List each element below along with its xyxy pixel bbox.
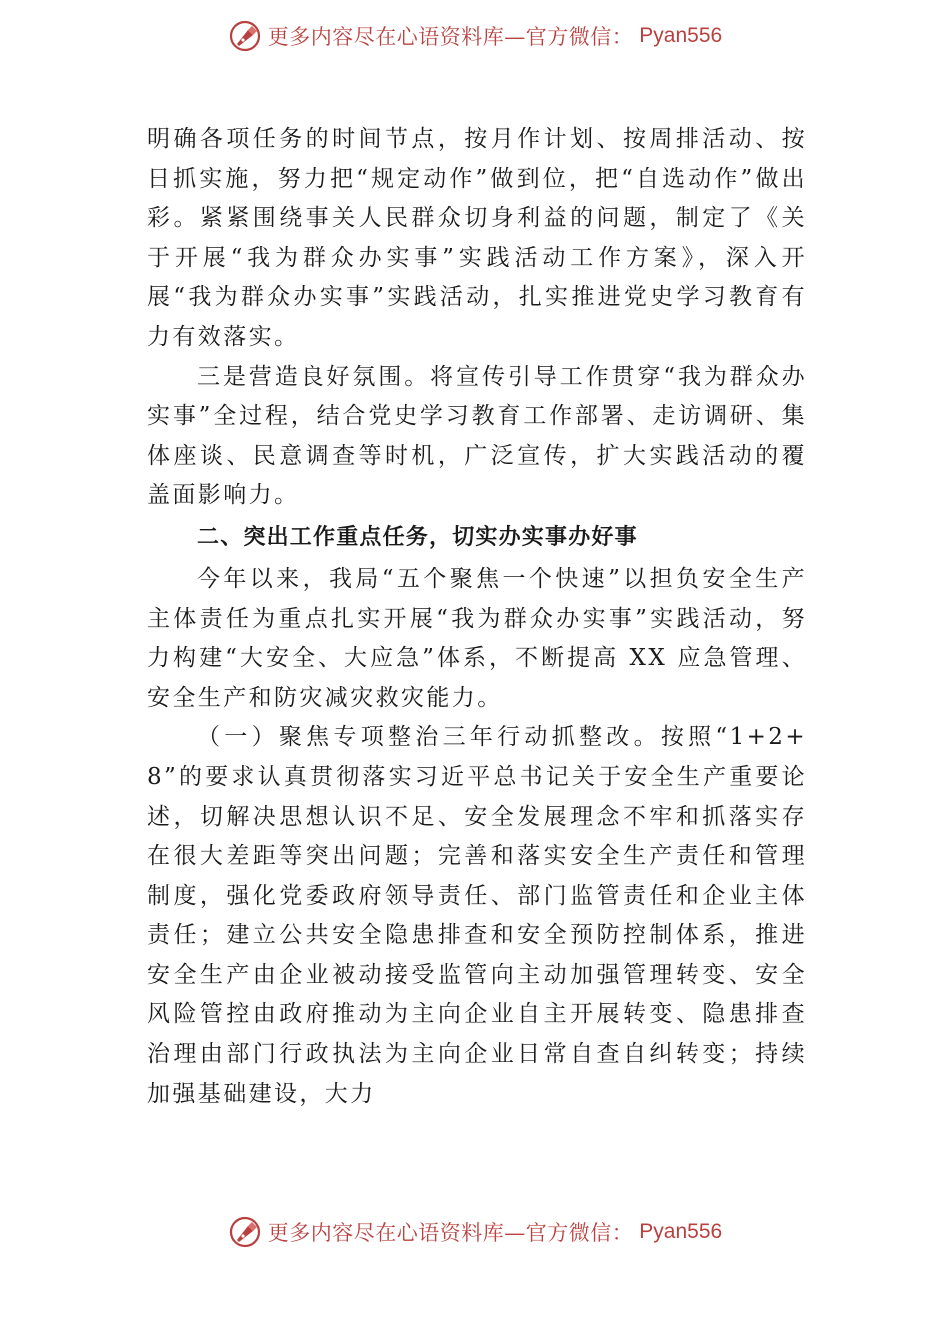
paragraph-intro: 今年以来，我局“五个聚焦一个快速”以担负安全生产主体责任为重点扎实开展“我为群众办实事”实践活动，努力构建“大安全、大应急”体系，不断提高 XX 应急管理、安全生产和防灾减灾救灾能力。 <box>147 565 807 711</box>
paragraph-publicity: 三是营造良好氛围。将宣传引导工作贯穿“我为群众办实事”全过程，结合党史学习教育工作部署、走访调研、集体座谈、民意调查等时机，广泛宣传，扩大实践活动的覆盖面影响力。 <box>147 363 807 509</box>
pen-nib-logo-icon <box>228 1215 262 1249</box>
paragraph-item-one: （一）聚焦专项整治三年行动抓整改。按照“1+2+8”的要求认真贯彻落实习近平总书记关于安全生产重要论述，切解决思想认识不足、安全发展理念不牢和抓落实存在很大差距等突出问题；完善和落实安全生产责任和管理制度，强化党委政府领导责任、部门监管责任和企业主体责任；建立公共安全隐患排查和安全预防控制体系，推进安全生产由企业被动接受监管向主动加强管理转变、安全风险管控由政府推动为主向企业自主开展转变、隐患排查治理由部门行政执法为主向企业日常自查自纠转变；持续加强基础建设，大力 <box>147 724 807 1107</box>
section-heading: 二、突出工作重点任务，切实办实事办好事 <box>197 524 638 550</box>
watermark-text: 更多内容尽在心语资料库—官方微信： <box>267 1221 634 1245</box>
document-body <box>147 120 807 1114</box>
watermark-wechat-handle: Pyan556 <box>639 24 723 47</box>
pen-nib-logo-icon <box>228 19 262 53</box>
watermark-text: 更多内容尽在心语资料库—官方微信： <box>267 25 634 49</box>
paragraph-continuation: 明确各项任务的时间节点，按月作计划、按周排活动、按日抓实施，努力把“规定动作”做到位，把“自选动作”做出彩。紧紧围绕事关人民群众切身利益的问题，制定了《关于开展“我为群众办实事”实践活动工作方案》，深入开展“我为群众办实事”实践活动，扎实推进党史学习教育有力有效落实。 <box>147 126 807 350</box>
watermark-banner-top <box>0 16 950 56</box>
watermark-wechat-handle: Pyan556 <box>639 1220 723 1243</box>
watermark-banner-bottom <box>0 1212 950 1252</box>
